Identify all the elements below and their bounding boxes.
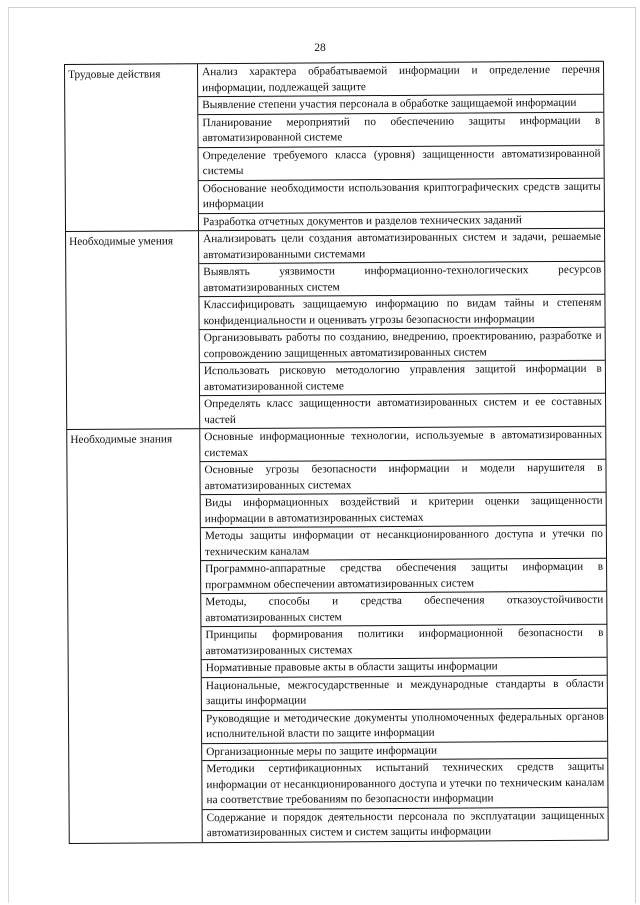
table-cell: Принципы формирования политики информационной безопасности в автоматизированных системах <box>201 624 606 659</box>
section-label: Необходимые умения <box>65 231 200 429</box>
table-cell: Выявление степени участия персонала в обработке защищаемой информации <box>198 94 603 114</box>
table-cell: Определять класс защищенности автоматизированных систем и ее составных частей <box>200 393 605 428</box>
table-cell: Организационные меры по защите информации <box>202 740 607 760</box>
table-cell: Организовывать работы по созданию, внедрению, проектированию, разработке и сопровождению защищенных автоматизированных систем <box>200 327 605 362</box>
section-items <box>200 427 609 842</box>
table-cell: Руководящие и методические документы уполномоченных федеральных органов исполнительной власти по защите информации <box>202 707 607 742</box>
table-cell: Классифицировать защищаемую информацию по видам тайны и степеням конфиденциальности и оценивать угрозы безопасности информации <box>199 294 604 329</box>
table-cell: Виды информационных воздействий и критерии оценки защищенности информации в автоматизированных системах <box>201 492 606 527</box>
table-cell: Основные информационные технологии, используемые в автоматизированных системах <box>204 428 603 459</box>
page-number: 28 <box>314 42 326 54</box>
table-cell: Нормативные правовые акты в области защиты информации <box>202 657 607 677</box>
table-cell: Планирование мероприятий по обеспечению защиты информации в автоматизированной системе <box>198 111 603 146</box>
competency-table <box>64 61 609 844</box>
table-cell: Анализировать цели создания автоматизированных систем и задачи, решаемые автоматизированными системами <box>203 230 602 261</box>
table-cell: Выявлять уязвимости информационно-технологических ресурсов автоматизированных систем <box>199 261 604 296</box>
table-cell: Программно-аппаратные средства обеспечения защиты информации в программном обеспечении автоматизированных систем <box>201 558 606 593</box>
table-cell: Разработка отчетных документов и разделов технических заданий <box>199 210 604 230</box>
table-cell: Методики сертификационных испытаний технических средств защиты информации от несанкционированного доступа и утечки по техническим каналам на соответствие требованиям по безопасности информации <box>202 758 607 809</box>
table-cell: Основные угрозы безопасности информации и модели нарушителя в автоматизированных системах <box>200 459 605 494</box>
section-label: Необходимые знания <box>66 429 203 842</box>
table-cell: Определение требуемого класса (уровня) защищенности автоматизированной системы <box>199 144 604 179</box>
table-cell: Содержание и порядок деятельности персонала по эксплуатации защищенных автоматизированных систем и систем защиты информации <box>203 806 608 841</box>
table-cell: Анализ характера обрабатываемой информации и определение перечня информации, подлежащей защите <box>202 63 601 94</box>
table-cell: Национальные, межгосударственные и международные стандарты в области защиты информации <box>202 674 607 709</box>
section-items <box>198 62 605 230</box>
section-required-skills <box>65 228 606 429</box>
section-required-knowledge <box>66 426 609 844</box>
table-cell: Обоснование необходимости использования криптографических средств защиты информации <box>199 177 604 212</box>
section-items <box>199 229 606 428</box>
table-cell: Методы, способы и средства обеспечения отказоустойчивости автоматизированных систем <box>201 591 606 626</box>
table-cell: Методы защиты информации от несанкционированного доступа и утечки по техническим каналам <box>201 525 606 560</box>
section-labor-actions <box>64 61 605 231</box>
table-cell: Использовать рисковую методологию управления защитой информации в автоматизированной системе <box>200 360 605 395</box>
section-label: Трудовые действия <box>64 64 199 231</box>
